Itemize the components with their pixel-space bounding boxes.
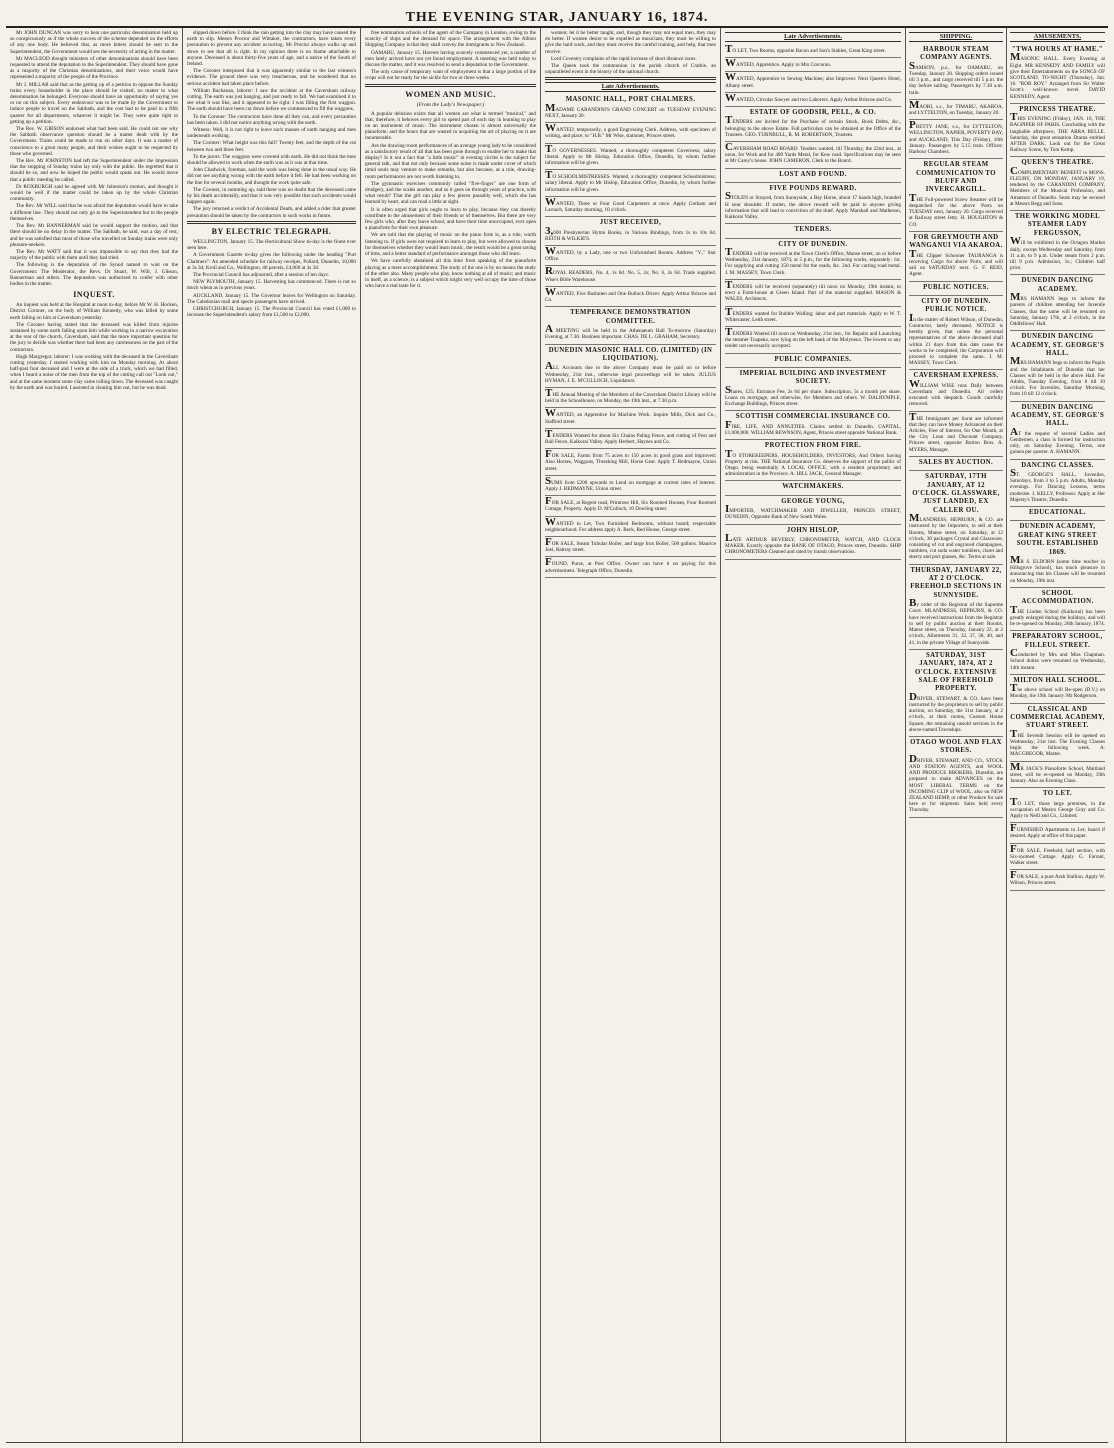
classified-ad — [545, 429, 716, 449]
amusement-ad-body: Will be exhibited in the Octagon Market daily, except Wednesday and Saturday, from 11 a.m. to 9 p.m. Under steam from 2 p.m. till 9 p.m. Admission, 1s.; Children half price. — [1010, 235, 1105, 272]
amusement-ad-body: MR JACK'S Pianoforte School, Maitland street, will be re-opened on Monday, 19th January. Also an Evening Class. — [1010, 760, 1105, 784]
article-paragraph: Witness: Well, it is not right to leave such masses of earth hanging and men underneath working. — [187, 127, 356, 140]
amusement-ad — [1010, 870, 1105, 890]
classified-ad — [545, 557, 716, 577]
amusement-ad-body: THE Linden School (Kaikorai) has been greatly enlarged during the holidays, and will be re-opened on Monday, 26th January, 1874. — [1010, 603, 1105, 628]
classified-ad-body: IMPORTER, WATCHMAKER AND JEWELLER, PRINCES STREET, DUNEDIN, Opposite Bank of New South Wales. — [725, 503, 901, 521]
amusement-ad-body: THIS EVENING (Friday), JAN. 16, THE BAGPIPER OF PARIS. Concluding with the laughable afterpiece, THE ARRA BELLE. Saturday, the great sensation Drama entitled AFTER DARK. Look out for the Great Railway Scene, by Tom Kemp. — [1010, 111, 1105, 154]
classified-ad-body: TENDERS are invited for the Purchase of certain Stock, Book Debts, &c., belonging to the above Estate. Full particulars can be obtained at the Office of the Trustees. GEO. TURNBULL, R. M. ROBERTSON, Trustees. — [725, 114, 901, 138]
classified-ad-body: WANTED, by a Lady, one or two Unfurnished Rooms. Address "Y.," Star Office. — [545, 245, 716, 263]
amusement-ad-body: ST. GEORGE'S HALL, Juveniles, Saturdays, from 3 to 5 p.m. Adults, Monday evenings. For Dancing Lessons, terms moderate. J. KELLY, Professor. Apply at Her Majesty's Theatre, Dunedin. — [1010, 467, 1105, 503]
classified-ad — [545, 307, 716, 344]
classified-ad-body: 3,600 Presbyterian Hymn Books, in Various Bindings, from 1s to 10s 6d. REITH & WILKIE'S. — [545, 224, 716, 242]
classified-ad-title: GEORGE YOUNG, — [781, 497, 845, 505]
classified-ad-body: A MEETING will be held in the Athenaeum Hall To-morrow (Saturday) Evening, at 7.30. Business important. CHAS. DE L. GRAHAM, Secretary. — [545, 323, 716, 341]
amusement-ad-title: DUNEDIN DANCING ACADEMY, ST. GEORGE'S HALL. — [1010, 403, 1105, 428]
inquest-paragraph: Hugh Macgregor, laborer: I was working with the deceased in the Caversham cutting yesterday. I started working with him on Monday morning. At about half-past four deceased and I were at the side of a truck, which we had filled, when I heard a noise of the men from the top of the cutting call out "Look out," and at the same moment some clay came rolling down. The deceased was caught by the earth and was buried. I assisted in clearing him out, but he was dead. — [10, 353, 178, 391]
amusement-ad-body: COMPLIMENTARY BENEFIT to MONS. FLEURY, ON MONDAY, JANUARY 19, tendered by the CARANDINI COMPANY, Members of the Musical Profession, and Amateurs of Dunedin. Seats may be secured at Messrs Begg and Sons. — [1010, 164, 1105, 207]
masthead — [6, 4, 1108, 28]
amusement-ad-body: MASONIC HALL. Every Evening at Eight. MR KENNEDY AND FAMILY will give their Entertainments on the SONGS OF SCOTLAND. TO-NIGHT (Thursday), Jan. 16. "ROB ROY." Arranged from Sir Walter Scott's well-known novel. DAVID KENNEDY, Agent. — [1010, 51, 1105, 100]
divider — [365, 84, 536, 87]
classified-ad — [725, 411, 901, 440]
article-paragraph: The Coroner, in summing up, said there was no doubt that the deceased came by his death accidentally, and that it was very possible that such accidents would happen again. — [187, 186, 356, 206]
amusement-ad — [1010, 331, 1105, 401]
shipping-ad-title: REGULAR STEAM COMMUNICATION TO BLUFF AND INVERCARGILL. — [916, 161, 996, 194]
classified-ad-body: THE Annual Meeting of the Members of the Caversham District Library will be held in the Schoolhouse, on Monday, the 19th inst., at 7.30 p.m. — [545, 386, 716, 405]
article-paragraph: It is often urged that girls ought to learn to play, because they can thereby contribute to the amusement of their friends or of themselves. But there are very few girls who, after they leave school, and have their time unoccupied, ever open a pianoforte for their own pleasure. — [365, 206, 536, 232]
columns — [6, 28, 1108, 1443]
column-1 — [6, 28, 183, 1442]
amusement-ad-title: DANCING CLASSES. — [1021, 461, 1094, 469]
amusement-ad-title: QUEEN'S THEATRE. — [1021, 159, 1094, 167]
classified-ad-title: DUNEDIN MASONIC HALL CO. (LIMITED) (IN LIQUIDATION). — [548, 346, 713, 362]
article-paragraph: The Rev. Mr BANNERMAN said he would support the motion, and that there should be no delay in the matter. The Sabbath, he said, was a day of rest, and he was satisfied that most of those who travelled on Sunday trains were only pleasure-seekers. — [10, 223, 178, 248]
shipping-ad — [909, 159, 1003, 232]
amusement-ad — [1010, 275, 1105, 331]
section-heading-shipping: SHIPPING. — [909, 32, 1003, 42]
telegraph-paragraph: NEW PLYMOUTH, January 15. Harvesting has commenced. There is not so much wheat as in previous years. — [187, 279, 356, 292]
classified-ad — [725, 354, 901, 368]
classified-ad-body: FOR SALE, Farms from 75 acres to 150 acres in good grass and improved; Also Horses, Waggons, Threshing Mill, Horse Gear. Apply T. Redmayne, Union street. — [545, 448, 716, 472]
telegraph-paragraph: WELLINGTON, January 15. The Horticultural Show to-day is the finest ever seen here. — [187, 238, 356, 252]
classified-ad-body: TO STOREKEEPERS, HOUSEHOLDERS, INVESTORS, And Others having Property at risk. THE National Insurance Co. deserves the support of the public of Otago, being essentially A LOCAL OFFICE, with a resident proprietary and administration in the Province. A. HILL JACK, General Manager. — [725, 447, 901, 478]
column-3 — [361, 28, 541, 1442]
article-paragraph: William Buchanan, laborer: I saw the accident at the Caversham railway cutting. The earth was just hanging, and just ready to fall. We had examined it to see what it was like, and it appeared to be right. I was filling the first waggon. The earth should have been cut down before we commenced to fill the waggons. — [187, 87, 356, 113]
amusement-ad — [1010, 631, 1105, 674]
classified-ad-body: STOLEN or Strayed, from Sunnyside, a Bay Horse, about 17 hands high, branded H near shoulder. If stolen, the above reward will be paid to anyone giving information that will lead to conviction of the thief. Apply Marshall and Matheson, Kaikorai Valley. — [725, 190, 901, 221]
amusement-ad-body: FOR SALE, Freehold, half section, with Six-roomed Cottage. Apply G. Farrant, Walker street. — [1010, 842, 1105, 866]
classified-ad — [725, 307, 901, 327]
classified-ad-body: TO LET, Two Rooms, opposite Bacon and Son's Stables, Great King street. — [725, 43, 886, 55]
classified-ad — [545, 287, 716, 307]
amusement-ad — [1010, 157, 1105, 211]
classified-ad — [545, 197, 716, 217]
amusements-column — [1007, 28, 1108, 1442]
section-heading-late-ads: Late Advertisements. — [545, 82, 716, 92]
classified-ad-body: TENDERS will be received at the Town Clerk's Office, Manse street, on or before Wednesday, 21st January, 1874, at 5 p.m., for the following works, separately: 1st. For supplying and cutting 350 metal for the roads, &c. 2nd. For carting road metal. J. M. MASSEY, Town Clerk. — [725, 246, 901, 276]
classified-ad — [545, 517, 716, 537]
article-paragraph: OAMARU, January 15. Harvest having scarcely commenced yet, a number of men lately arrived have not yet found employment. A meeting was held today to discuss the matter, and it was resolved to send a deputation to the Government. — [365, 49, 536, 69]
article-paragraph: To the jurors: The waggons were covered with earth. He did not think the men should be allowed to work when the earth was as it was at that time. — [187, 153, 356, 167]
classified-ad — [545, 345, 716, 388]
amusement-ad-body: MRS HAMANN begs to inform the Pupils and the Inhabitants of Dunedin that her Classes will be held in the above Hall. For Adults, Tuesday Evening, from 8 till 10 o'clock. For Juveniles, Saturday Morning, from 10 till 12 o'clock. — [1010, 355, 1105, 398]
classified-ad-body: Shares, £25; Entrance Fee, 2s 6d per share. Subscription, 5s a month per share. Loans on mortgage, and otherwise, for Members and others. W. DALRYMPLE, Exchange Buildings, Princes street. — [725, 383, 901, 408]
shipping-ad-body: DRIVER, STEWART, AND CO., STOCK AND STATION AGENTS, and WOOL AND PRODUCE BROKERS, Dunedin, are prepared to make ADVANCES on the MOST LIBERAL TERMS on the INCOMING CLIP of WOOL, also on NEW ZEALAND HEMP, or other Produce for sale here or for shipment. Sales held every Thursday. — [909, 752, 1003, 814]
shipping-ad — [909, 412, 1003, 457]
article-paragraph: A popular delusion exists that all women are what is termed "musical," and that, therefore, it behoves every girl to spend part of each day in learning to play on an instrument of music. The instrument chosen is almost universally the pianoforte; and the hours that are wasted in acquiring the art of playing on it are innumerable. — [365, 110, 536, 142]
shipping-ad-body: MAORI, s.s., for TIMARU, AKAROA, and LYTTELTON, on Tuesday, January 20. — [909, 98, 1003, 117]
amusement-ad-body: THE Seventh Session will be opened on Wednesday, 21st inst. The Evening Classes begin the following week. A. MACGREGOR, Master. — [1010, 727, 1105, 758]
classified-ad — [725, 72, 901, 92]
classified-ad-title: PUBLIC COMPANIES. — [774, 355, 852, 363]
classified-ad-title: MASONIC HALL, PORT CHALMERS. — [565, 96, 696, 104]
article-paragraph: The jury returned a verdict of Accidental Death, and added a rider that greater precaution should be taken by the contractors in such works in future. — [187, 206, 356, 219]
classified-ad-title: JOHN HISLOP, — [786, 526, 840, 534]
classified-ad-body: TENDERS will be received (separately) till noon on Monday, 19th instant, to erect a Farm-house at Green Island. Part of the material supplied. MASON & WALES, Architects. — [725, 278, 901, 303]
amusement-ad-title: DUNEDIN ACADEMY, GREAT KING STREET SOUTH. ESTABLISHED 1869. — [1016, 523, 1099, 556]
shipping-ad-body: THE Full-powered Screw Steamer will be despatched for the above Ports on TUESDAY next, January 20. Cargo received at Railway street Jetty. H. HOUGHTON & CO. — [909, 191, 1003, 228]
classified-ad-title: CITY OF DUNEDIN. — [778, 240, 848, 248]
amusement-ad-title: DUNEDIN DANCING ACADEMY, ST. GEORGE'S HALL. — [1010, 333, 1105, 357]
classified-ad — [725, 440, 901, 481]
article-paragraph: The following is the deputation of the Synod named to wait on the Government: The Moderator, the Revs. Dr Stuart, W. Will, J. Gibson, Bannerman and others. The deputation was authorised to confer with other bodies in the matter. — [10, 262, 178, 287]
classified-ad-title: LOST AND FOUND. — [779, 170, 847, 178]
article-paragraph: Mr MACLEOD thought ministers of other denominations should have been requested to attend the deputation to the Superintendent. They should have gone as a majority of the Christian denominations, and their voice would have represented a majority of the people of the Province. — [10, 55, 178, 81]
shipping-ad — [909, 100, 1003, 120]
shipping-ad-body: SAMSON, p.s., for OAMARU, on Tuesday, January 20. Shipping orders issued till 3 p.m., and cargo received till 5 p.m. the day before sailing. Passengers by 7.30 a.m. train. — [909, 59, 1003, 96]
shipping-ad-body: In the matter of Robert Wilson, of Dunedin, Contractor, lately deceased. NOTICE is hereby given, that unless the personal representatives of the above deceased shall within 21 days from this date cause the works to be completed, the Corporation will proceed to complete the same. J. M. MASSEY, Town Clerk. — [909, 311, 1003, 367]
amusement-ad — [1010, 521, 1105, 587]
classified-ad — [725, 327, 901, 354]
classified-ad — [545, 123, 716, 143]
column-2 — [183, 28, 361, 1442]
amusement-ad-title: CLASSICAL AND COMMERCIAL ACADEMY, STUART STREET. — [1010, 705, 1105, 730]
classified-ad-title: PROTECTION FROM FIRE. — [764, 442, 862, 450]
shipping-ad-body: By order of the Registrar of the Supreme Court. MLANDRESS, HEPBURN, & CO. have received instructions from the Registrar to sell by public auction at their Rooms, Manse street, on Thursday, January 22, at 2 o'clock, Allotments 31, 32, 37, 38, 40, and 41, in the private Village of Sunnyside. — [909, 597, 1003, 646]
classified-ad — [545, 449, 716, 476]
classified-ad-title: WATCHMAKERS. — [782, 483, 844, 491]
amusement-ad — [1010, 844, 1105, 871]
shipping-ad-title: SATURDAY, 17TH JANUARY, AT 12 O'CLOCK. GLASSWARE, JUST LANDED, EX CALLER OU. — [912, 473, 1000, 514]
classified-ad-body: TENDERS Wanted for about Six Chains Paling Fence, and cutting of Post and Rail Fence, Kaikorai Valley. Apply Herbert, Haynes and Co. — [545, 427, 716, 445]
classified-ad — [725, 481, 901, 495]
classified-ad — [725, 58, 901, 72]
classified-ad-title: TENDERS. — [794, 226, 832, 234]
amusement-ad-body: TO LET, those large premises, in the occupation of Messrs George Gray and Co. Apply to Neill and Co., Limited. — [1010, 795, 1105, 819]
column-4 — [541, 28, 721, 1442]
divider — [545, 77, 716, 80]
shipping-column — [906, 28, 1007, 1442]
shipping-ad — [909, 471, 1003, 564]
shipping-ad-title: CITY OF DUNEDIN. PUBLIC NOTICE. — [921, 297, 991, 314]
telegraph-paragraph: AUCKLAND, January 15. The Governor leaves for Wellington on Saturday. The Caledonian mail and specie passengers have arrived. — [187, 292, 356, 305]
shipping-ad-title: SALES BY AUCTION. — [918, 458, 994, 466]
article-paragraph: The Rev. Mr WATT said that it was impossible to say that they had the majority of the public with them until they had tried. — [10, 248, 178, 262]
classified-ad-body: LATE ARTHUR BEVERLY, CHRONOMETER, WATCH, AND CLOCK MAKER, Exactly opposite the BANK OF OTAGO, Princes street, Dunedin. SHIP CHRONOMETERS Cleaned and rated by transit observations. — [725, 532, 901, 556]
amusement-ad-title: "TWA HOURS AT HAME." — [1011, 46, 1104, 53]
article-paragraph: We have carefully abstained all this time from speaking of the pianoforte playing as a mere accomplishment. The study of the one is by no means the study of the other also. Many people who play, know nothing at all of music; and music in itself, as a science, is a subject which might very well occupy the time of those who have a real taste for it. — [365, 258, 536, 290]
article-paragraph: The Coroner interposed that it was apparently similar to the last witness's evidence. The ground there was very treacherous, and he wondered that no serious accident had taken place before. — [187, 68, 356, 87]
article-paragraph: To the Coroner: The contractors have done all they can, and every precaution has been taken. I did not notice anything wrong with the earth. — [187, 113, 356, 126]
masthead-title: THE EVENING STAR, JANUARY 16, 1874. — [405, 10, 709, 25]
shipping-ad-title: CAVERSHAM EXPRESS. — [913, 372, 999, 380]
classified-ad — [545, 537, 716, 557]
amusement-ad — [1010, 762, 1105, 789]
classified-ad-body: TENDERS wanted for Rubble Walling; labor and part materials. Apply to W. T. Whitecaster, Leith street. — [725, 305, 901, 323]
classified-ad — [545, 94, 716, 123]
telegraph-paragraph: CHRISTCHURCH, January 15. The Provincial Council has voted £1,000 to increase the Superintendent's salary from £1,500 to £2,000. — [187, 305, 356, 319]
classified-ad-body: FIRE, LIFE, AND ANNUITIES. Claims settled in Dunedin. CAPITAL, £1,000,000. WILLIAM REWNSON, Agent, Princes street opposite National Bank. — [725, 418, 901, 436]
classified-ad — [725, 183, 901, 224]
shipping-ad — [909, 44, 1003, 100]
shipping-ad — [909, 457, 1003, 471]
article-paragraph: The gymnastic exercises commonly called "five-finger" are one form of drudgery, and the scales another, and so it goes on through years of practice, with what result? That the girl can play a few pieces passably well, which she has learned by heart, and can read a little at sight. — [365, 180, 536, 206]
classified-ad-body: WANTED, Three or Four Good Carpenters at once. Apply Gotham and Larnach, Saturday morning, 10 o'clock. — [545, 195, 716, 214]
article-paragraph: The Rev. W. GIBSON endorsed what had been said. He could not see why the Sabbath observance question should be a matter dealt with by the Government. Trains could be made to run on other days. It was a matter of conscience to a great many people, and their wishes ought to be respected by those who governed. — [10, 126, 178, 157]
section-heading-women-music: WOMEN AND MUSIC. — [405, 89, 496, 99]
amusement-ad-title: EDUCATIONAL. — [1029, 509, 1086, 517]
classified-ad — [545, 144, 716, 171]
amusement-ad — [1010, 704, 1105, 762]
classified-ad — [725, 525, 901, 560]
classified-ad-body: WANTED, Five Bushmen and One Bullock Driver. Apply Arthur Briscoe and Co. — [545, 285, 716, 304]
classified-ad — [545, 246, 716, 266]
shipping-ad-title: HARBOUR STEAM COMPANY AGENTS. — [920, 46, 992, 62]
classified-ad-body: FOUND, Purse, at Post Office. Owner can have it on paying for this advertisement. Telegraph Office, Dunedin. — [545, 556, 716, 574]
classified-ad-body: WANTED to Let, Two Furnished Bedrooms, without board; respectable neighbourhood. For address apply A. Beck, Red House, George street. — [545, 515, 716, 533]
article-paragraph: Mr JOHN DUNCAN was sorry to hear one particular denomination held up so conspicuously as if the whole success of the scheme depended on the efforts of any one body. He believed that, as more letters should be sent to the Superintendent, the Government would see the necessity of acting in the matter. — [10, 30, 178, 55]
article-paragraph: John Chadwick, foreman, said the work was being done in the usual way. He did not see anything wrong with the earth before it fell. He had been working on the line for several months, and thought the work quite safe. — [187, 167, 356, 186]
classified-ad-title: FIVE POUNDS REWARD. — [769, 185, 857, 193]
amusement-ad — [1010, 460, 1105, 507]
amusement-ad-title: PRINCESS THEATRE. — [1019, 105, 1096, 113]
shipping-ad — [909, 296, 1003, 370]
classified-ad-body: WANTED, Apprentice. Apply to Mrs Corcoran. — [725, 57, 832, 70]
amusement-ad — [1010, 104, 1105, 158]
column-5 — [721, 28, 906, 1442]
telegraph-paragraph: The Provincial Council has adjourned, after a session of ten days. — [193, 271, 329, 278]
shipping-ad-body: THE Clipper Schooner TAURANGA is receiving Cargo for above Ports, and will sail on SATURDAY next. G. F. REID, Agent. — [909, 247, 1003, 278]
classified-ad-body: FOR SALE, at Regent road, Primrose Hill, Six Roomed Houses, Four Roomed Cottage, Property. Apply D. M'Culloch, 10 Dowling street. — [545, 495, 716, 513]
classified-ad — [545, 388, 716, 408]
shipping-ad-body: MLANDRESS, HEPBURN, & CO. are instructed by the Importers, to sell at their Rooms, Manse street, on Saturday, at 12 o'clock, 30 packages Crystal and Glassware, consisting of cut and engraved champagnes, tumblers, cut soda water tumblers, claret and sherry and port glasses, &c. Terms at sale. — [909, 512, 1003, 561]
amusement-ad — [1010, 823, 1105, 843]
column-6 — [906, 28, 1108, 1442]
amusement-ad-body: FOR SALE, a pure Arab Stallion. Apply W. Wilson, Princes street. — [1010, 869, 1105, 887]
shipping-ad — [909, 370, 1003, 411]
shipping-ad-title: THURSDAY, JANUARY 22, AT 2 O'CLOCK. FREEHOLD SECTIONS IN SUNNYSIDE. — [910, 566, 1002, 599]
amusement-ad — [1010, 675, 1105, 704]
shipping-ad-title: SATURDAY, 31ST JANUARY, 1874, AT 2 O'CLOCK. EXTENSIVE SALE OF FREEHOLD PROPERTY. — [915, 651, 997, 693]
classified-ad — [725, 280, 901, 307]
amusement-ad-body: MR S. ELDORN (some time teacher in Hillsgrove School), has much pleasure in announcing that his Classes will be resumed on Monday, 19th inst. — [1010, 554, 1105, 584]
amusement-ad-body: MRS HAMANN begs to inform the parents of children attending her Juvenile Classes, that the same will be resumed on Saturday, January 17th, at 2 o'clock, in the Oddfellows' Hall. — [1010, 291, 1105, 327]
classified-ad-title: IMPERIAL BUILDING AND INVESTMENT SOCIETY. — [739, 369, 887, 386]
classified-ad-body: SUMS from £200 upwards to Lend on mortgage at current rates of interest. Apply J. REDMAYNE, Union street. — [545, 474, 716, 492]
article-paragraph: The Rev. Mr WILL said that he was afraid the deputation would have to take a different line. They should not only go to the Superintendent but to the people themselves. — [10, 203, 178, 222]
inquest-paragraph: The Coroner having stated that the deceased was killed from injuries sustained by some earth falling upon him while working in a narrow excavation at the rear of the church, Caversham, said that the more important question for the jury to decide was whether there had been any carelessness on the part of the contractors. — [10, 321, 178, 353]
shipping-ad-body: DRIVER, STEWART, & CO. have been instructed by the proprietors to sell by public auction, on Saturday, the 31st January, at 2 o'clock, at their rooms, Custom House Square, the remaining unsold sections in the above-named Townships. — [909, 690, 1003, 733]
shipping-ad — [909, 565, 1003, 650]
article-paragraph: Lord Coventry complains of the rapid increase of short distance races. — [551, 55, 697, 62]
amusement-ad — [1010, 402, 1105, 460]
article-paragraph: The only cause of temporary want of employment is that a large portion of the crops will not be ready for the sickle for two or three weeks. — [365, 69, 536, 82]
amusement-ad-body: AT the request of several Ladies and Gentlemen, a class is formed for instruction only, on Saturday Evening. Terms, one guinea per quarter. A. HAMANN. — [1010, 425, 1105, 456]
classified-ad — [725, 44, 901, 58]
source-line: (From the Lady's Newspaper.) — [416, 101, 485, 108]
classified-ad-title: JUST RECEIVED, — [599, 219, 662, 227]
amusement-ad-title: MILTON HALL SCHOOL. — [1013, 676, 1102, 684]
classified-ad-body: WANTED, temporarily, a good Engrossing Clerk. Address, with specimen of writing, and place, to "H.B." Mr Wise, stationer, Princes street. — [545, 122, 716, 140]
section-heading-amusements: AMUSEMENTS. — [1010, 32, 1105, 42]
amusement-ad — [1010, 588, 1105, 631]
shipping-ad-body: THE Immigrants per Surat are informed that they can have Money Advanced on their Articles, Free of Interest, for One Month, at the City Loan and Discount Company, Princes street, opposite Burton Bros. A. MYERS, Manager. — [909, 410, 1003, 453]
classified-ad-body: WANTED, Apprentice to Sewing Machine; also Improver. Next Queen's Hotel, Albany street. — [725, 71, 901, 89]
amusement-ad — [1010, 44, 1105, 104]
section-heading-late-ads: Late Advertisements. — [725, 32, 901, 42]
amusement-ad — [1010, 788, 1105, 823]
classified-ad-body: FOR SALE, Steam Tubular Boiler, and large Iron Boiler, 500 gallons. Maurice Joel, Rattray street. — [545, 535, 716, 554]
shipping-ad-body: PRETTY JANE, s.s., for LYTTELTON, WELLINGTON, NAPIER, POVERTY BAY, and AUCKLAND, This Day (Friday), 16th January. Passengers by 5.15 train. Offices: Harbour Chambers. — [909, 119, 1003, 156]
classified-ad — [545, 217, 716, 246]
shipping-ad — [909, 120, 1003, 159]
article-paragraph: The Queen took the communion in the parish church of Crathie, an unparalleled event in the history of the national church. — [545, 63, 716, 76]
classified-ad-title: ESTATE OF GOODSIR, PELL, & CO. — [749, 109, 877, 117]
classified-ad — [725, 496, 901, 525]
telegraph-paragraph: A Government Gazette to-day gives the following under the heading "Port Chalmers": An amended schedule for railway receipts, Pollard, Dunedin, 10,000 at 3s 3d; Kroll and Co., Wellington, 40 parcels, £4,000 at 3s 3d. — [187, 252, 356, 271]
amusement-ad-body: The above school will Re-open (D.V.) on Monday, the 19th January. Mr Rodgerson. — [1010, 682, 1105, 700]
shipping-ad-title: OTAGO WOOL AND FLAX STORES. — [910, 738, 1002, 755]
classified-ad-body: MADAME CARANDINI'S GRAND CONCERT on TUESDAY EVENING NEXT, January 20. — [545, 101, 716, 120]
classified-ad — [545, 266, 716, 286]
article-paragraph: slipped down before. I think the rain getting into the clay may have caused the earth to slip. Messrs Proctor and Wittaker, the contractors, have taken every precaution to prevent any accident occurring. Mr Proctor always walks up and down to see that all is right. In my opinion there is no blame attachable to anyone. Deceased is about thirty-five years of age, and a native of the South of Ireland. — [187, 30, 356, 68]
shipping-ad-body: WILLIAM WISE runs Daily between Caversham and Dunedin. All orders executed with despatch. Goods carefully removed. — [909, 377, 1003, 408]
classified-ad-body: ROYAL READERS, No. 4, 1s 6d. No. 5, 2s; No. 6, 2s 6d. Trade supplied. Wise's Bible Warehouse. — [545, 265, 716, 283]
classified-ad-body: WANTED, Circular Sawyer and two Laborers. Apply Arthur Briscoe and Co. — [725, 91, 893, 104]
amusement-ad-body: FURNISHED Apartments to Let; board if desired. Apply at office of this paper. — [1010, 822, 1105, 840]
article-paragraph: free nomination schools of the agent of the Company in London, owing to the scarcity of ships and the demand for space. The arrangement with the Albion Shipping Company is that they shall convey the immigrants to New Zealand. — [365, 30, 536, 49]
shipping-ad — [909, 232, 1003, 282]
classified-ad-body: TENDERS Wanted till noon on Wednesday, 21st inst., for Repairs and Launching the steamer Tuapeka, now lying on the left bank of the Molyneux. The lowest or any tender not necessarily accepted. — [725, 325, 901, 350]
article-paragraph: Are the drawing-room performances of an average young lady to be considered as a satisfactory result of all that has been gone through to enable her to make that display? Is it not a fact that "a little music" in evening circles is the subject for general talk, and that not only because some noise is made under cover of which timid souls may venture to make remarks, but also because, as a rule, drawing-room performances are not worth listening to. — [365, 142, 536, 180]
section-heading-inquest: INQUEST. — [73, 290, 115, 300]
classified-ad-body: WANTED, an Apprentice for Machine Work. Inquire Mills, Dick and Co., Stafford street. — [545, 407, 716, 425]
classified-ad-body: TO SCHOOLMISTRESSES. Wanted, a thoroughly competent Schoolmistress; salary liberal. Apply to Mr Hislop, Education Office, Dunedin, by whom further information will be given. — [545, 169, 716, 193]
divider — [187, 221, 356, 224]
classified-ad-body: ALL Accounts due to the above Company must be paid on or before Wednesday, 21st inst., otherwise legal proceedings will be taken. JULIUS HYMAN, J. E. M'CULLOCH, Liquidators. — [545, 360, 716, 384]
article-paragraph: The Coroner: What height was this fall? Twenty feet, and the depth of the cut between two and three feet. — [187, 140, 356, 153]
classified-ad — [725, 169, 901, 183]
article-paragraph: The Rev. Mr JOHNSTON had left the Superintendent under the impression that the stopping of Sunday trains lay only with the public. He regretted that it should be so, and now he hoped the public would speak out. He would move that a public meeting be called. — [10, 158, 178, 183]
article-paragraph: Dr ROXBURGH said he agreed with Mr Johnston's motion, and thought it would be well if the matter could be taken up by the whole Christian community. — [10, 183, 178, 203]
amusement-ad-body: Conducted by Mrs and Miss Chapman. School duties were resumed on Wednesday, 14th instant. — [1010, 647, 1105, 671]
classified-ad-title: TEMPERANCE DEMONSTRATION COMMITTEE. — [570, 309, 691, 325]
classified-ad-body: CAVERSHAM ROAD BOARD. Tenders wanted, till Thursday, the 22nd inst., at noon, for Work and for 400 Yards Metal, for Kew road. Specifications may be seen at Mr Carey's house. JOHN CAMERON, Clerk to the Board. — [725, 141, 901, 165]
amusement-ad-title: PREPARATORY SCHOOL, FILLEUL STREET. — [1012, 633, 1103, 649]
classified-ad-title: SCOTTISH COMMERCIAL INSURANCE CO. — [735, 413, 891, 421]
section-heading-telegraph: BY ELECTRIC TELEGRAPH. — [211, 226, 332, 236]
article-paragraph: We are told that the playing of music on the piano forte is, as a rule, worth listening to. If girls were not required to learn to play, but were allowed to choose for themselves whether they would learn music, the result would be a great saving of time, and a better standard of performance amongst those who did learn. — [365, 232, 536, 258]
classified-ad-body: TO GOVERNESSES. Wanted, a thoroughly competent Governess; salary liberal. Apply to Mr Hislop, Education Office, Dunedin, by whom further information will be given. — [545, 142, 716, 167]
classified-ad — [545, 496, 716, 516]
article-paragraph: Mr J. MILLAR said that as the getting up of a petition to oppose the Sunday trains every householder in the place should be visited, no matter to what denomination he belonged. Everyone should have an opportunity of saying yes or no on this subject. Every endeavour was to be made by the Government to induce people to travel on the Sabbath, and the cost had to be paid in a fifth quarter for all departments, whatever it might be. They were quite right in getting up a petition. — [10, 81, 178, 125]
shipping-ad — [909, 650, 1003, 737]
amusement-ad-title: THE WORKING MODEL STEAMER LADY FERGUSSON, — [1014, 213, 1101, 237]
classified-ad — [545, 476, 716, 496]
classified-ad — [725, 93, 901, 107]
shipping-ad-title: FOR GREYMOUTH AND WANGANUI VIA AKAROA. — [909, 233, 1003, 250]
amusement-ad-title: TO LET. — [1043, 790, 1072, 798]
amusement-ad — [1010, 211, 1105, 275]
classified-ad — [725, 142, 901, 169]
classified-ad — [545, 170, 716, 197]
classified-ad — [725, 368, 901, 411]
classified-ad — [725, 107, 901, 142]
classified-ad — [725, 239, 901, 280]
amusement-ad-title: DUNEDIN DANCING ACADEMY. — [1021, 277, 1094, 293]
classified-ad — [545, 408, 716, 428]
shipping-ad — [909, 282, 1003, 296]
article-paragraph: women; let it be better taught, and, though they may not equal men, they may do better. If women desire to be expelled as musicians, they must be willing to give the hard work, and they must receive the careful training, and help, that men receive. — [545, 30, 716, 55]
shipping-ad — [909, 737, 1003, 818]
classified-ad — [725, 224, 901, 238]
amusement-ad-title: SCHOOL ACCOMMODATION. — [1021, 589, 1094, 606]
inquest-paragraph: An inquest was held at the Hospital at noon to-day, before Mr W. H. Hocken, District Coroner, on the body of William Kennedy, who was killed by some earth falling on him at Caversham yesterday. — [10, 302, 178, 321]
shipping-ad-title: PUBLIC NOTICES. — [923, 283, 989, 291]
amusement-ad — [1010, 507, 1105, 521]
